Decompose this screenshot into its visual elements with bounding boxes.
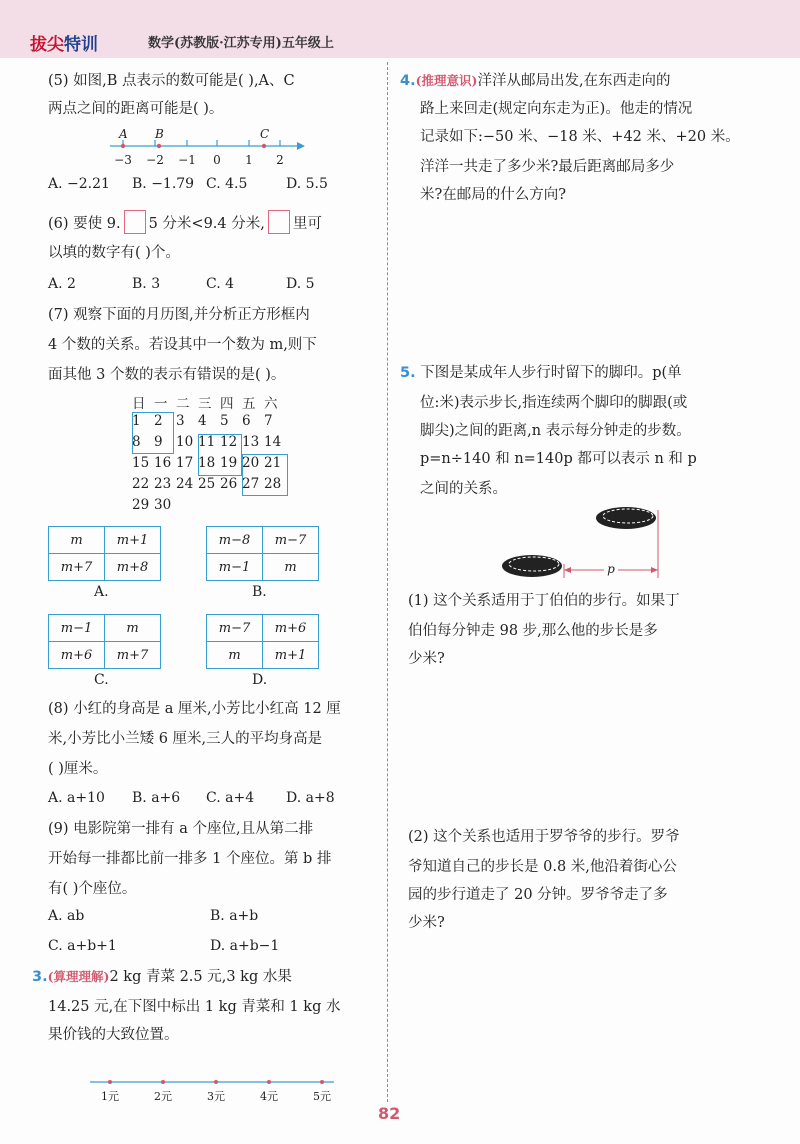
price-tick: 5元 xyxy=(313,1090,331,1103)
q9-text-3: 有( )个座位。 xyxy=(48,881,137,897)
footprint-icon xyxy=(502,555,562,577)
calendar-day: 21 xyxy=(264,455,282,471)
s1-text-2: 伯伯每分钟走 98 步,那么他的步长是多 xyxy=(408,623,658,639)
calendar-day: 5 xyxy=(220,413,229,429)
calendar-head: 五 xyxy=(242,396,256,412)
calendar-day: 10 xyxy=(176,434,194,450)
calendar-day: 24 xyxy=(176,476,194,492)
s2-text-4: 少米? xyxy=(408,915,445,931)
q8-option-c[interactable]: C. a+4 xyxy=(206,790,255,806)
calendar-day: 1 xyxy=(132,413,141,429)
q8-text-1: (8) 小红的身高是 a 厘米,小芳比小红高 12 厘 xyxy=(48,701,341,717)
tick-label: 2 xyxy=(276,153,284,167)
calendar-day: 9 xyxy=(154,434,163,450)
calendar-day: 2 xyxy=(154,413,163,429)
calendar-day: 17 xyxy=(176,455,194,471)
q5-number-line xyxy=(105,126,305,170)
calendar-day: 11 xyxy=(198,434,216,450)
q9-option-d[interactable]: D. a+b−1 xyxy=(210,938,280,954)
q9-option-a[interactable]: A. ab xyxy=(48,908,85,924)
calendar-day: 22 xyxy=(132,476,150,492)
calendar-day: 16 xyxy=(154,455,172,471)
calendar-day: 14 xyxy=(264,434,282,450)
q3-tag: (算理理解) xyxy=(47,969,110,984)
q5-text-1: (5) 如图,B 点表示的数可能是( ),A、C xyxy=(48,73,295,89)
q5r-text-4: p=n÷140 和 n=140p 都可以表示 n 和 p xyxy=(420,451,697,467)
q3-number: 3. xyxy=(32,969,48,985)
column-divider xyxy=(387,62,388,1102)
series-logo: 拔尖特训 xyxy=(30,35,98,55)
price-tick: 1元 xyxy=(101,1090,119,1103)
calendar-head: 四 xyxy=(220,396,234,412)
calendar-day: 19 xyxy=(220,455,238,471)
q9-text-1: (9) 电影院第一排有 a 个座位,且从第二排 xyxy=(48,821,314,837)
option-label-b: B. xyxy=(252,584,267,600)
q8-text-2: 米,小芳比小兰矮 6 厘米,三人的平均身高是 xyxy=(48,731,323,747)
q8-option-a[interactable]: A. a+10 xyxy=(48,790,105,806)
q4-tag: (推理意识) xyxy=(415,73,478,88)
q5r-text-2: 位:米)表示步长,指连续两个脚印的脚跟(或 xyxy=(420,395,688,411)
q5-option-c[interactable]: C. 4.5 xyxy=(206,176,248,192)
q4-number: 4. xyxy=(400,73,416,89)
q9-text-2: 开始每一排都比前一排多 1 个座位。第 b 排 xyxy=(48,851,332,867)
calendar-day: 4 xyxy=(198,413,207,429)
q4-text-1: 4.(推理意识)洋洋从邮局出发,在东西走向的 xyxy=(400,73,671,89)
q6-option-b[interactable]: B. 3 xyxy=(132,276,161,292)
q5-option-d[interactable]: D. 5.5 xyxy=(286,176,328,192)
q3-text-3: 果价钱的大致位置。 xyxy=(48,1027,179,1043)
footprint-diagram xyxy=(496,500,676,584)
q6-option-c[interactable]: C. 4 xyxy=(206,276,235,292)
q5r-text-3: 脚尖)之间的距离,n 表示每分钟走的步数。 xyxy=(420,423,691,439)
q5-text-2: 两点之间的距离可能是( )。 xyxy=(48,101,224,117)
calendar-day: 23 xyxy=(154,476,172,492)
tick-label: −2 xyxy=(146,153,164,167)
s2-text-2: 爷知道自己的步长是 0.8 米,他沿着街心公 xyxy=(408,859,677,875)
q8-text-3: ( )厘米。 xyxy=(48,761,108,777)
q7-text-2: 4 个数的关系。若设其中一个数为 m,则下 xyxy=(48,337,317,353)
tick-label: 1 xyxy=(245,153,253,167)
option-label-d: D. xyxy=(252,672,268,688)
step-length-label: p xyxy=(607,562,615,576)
q9-option-c[interactable]: C. a+b+1 xyxy=(48,938,117,954)
calendar-day: 28 xyxy=(264,476,282,492)
page-header xyxy=(0,0,800,58)
calendar-head: 二 xyxy=(176,396,190,412)
footprint-icon xyxy=(596,507,656,529)
answer-box[interactable] xyxy=(124,210,146,234)
calendar-head: 三 xyxy=(198,396,212,412)
option-label-c: C. xyxy=(94,672,109,688)
q9-option-b[interactable]: B. a+b xyxy=(210,908,259,924)
answer-box[interactable] xyxy=(268,210,290,234)
q5-option-a[interactable]: A. −2.21 xyxy=(48,176,110,192)
calendar-head: 六 xyxy=(264,396,278,412)
calendar-day: 29 xyxy=(132,497,150,513)
page-number: 82 xyxy=(378,1104,401,1123)
calendar-head: 日 xyxy=(132,396,146,412)
point-a-label: A xyxy=(119,127,128,141)
option-table-a[interactable]: m m+1 m+7 m+8 xyxy=(48,526,161,581)
option-table-d[interactable]: m−7 m+6 m m+1 xyxy=(206,614,319,669)
calendar-day: 25 xyxy=(198,476,216,492)
q6-text-1: (6) 要使 9. 5 分米<9.4 分米, 里可 xyxy=(48,210,322,235)
q6-text-2: 以填的数字有( )个。 xyxy=(48,245,180,261)
q4-text-5: 米?在邮局的什么方向? xyxy=(420,187,567,203)
calendar-day: 7 xyxy=(264,413,273,429)
q7-text-1: (7) 观察下面的月历图,并分析正方形框内 xyxy=(48,307,310,323)
calendar-day: 13 xyxy=(242,434,260,450)
q6-option-d[interactable]: D. 5 xyxy=(286,276,315,292)
calendar-day: 12 xyxy=(220,434,238,450)
price-tick: 4元 xyxy=(260,1090,278,1103)
point-c-label: C xyxy=(260,127,270,141)
option-table-b[interactable]: m−8 m−7 m−1 m xyxy=(206,526,319,581)
q7-text-3: 面其他 3 个数的表示有错误的是( )。 xyxy=(48,367,286,383)
point-a-dot xyxy=(121,144,125,148)
s2-text-1: (2) 这个关系也适用于罗爷爷的步行。罗爷 xyxy=(408,829,680,845)
q4-text-2: 路上来回走(规定向东走为正)。他走的情况 xyxy=(420,101,693,117)
calendar-day: 30 xyxy=(154,497,172,513)
q3-text-2: 14.25 元,在下图中标出 1 kg 青菜和 1 kg 水 xyxy=(48,999,341,1015)
calendar-day: 8 xyxy=(132,434,141,450)
point-c-dot xyxy=(262,144,266,148)
book-title: 数学(苏教版·江苏专用)五年级上 xyxy=(148,36,334,51)
calendar-day: 3 xyxy=(176,413,185,429)
s1-text-3: 少米? xyxy=(408,651,445,667)
s2-text-3: 园的步行道走了 20 分钟。罗爷爷走了多 xyxy=(408,887,668,903)
calendar-day: 26 xyxy=(220,476,238,492)
q6-option-a[interactable]: A. 2 xyxy=(48,276,76,292)
option-table-c[interactable]: m−1 m m+6 m+7 xyxy=(48,614,161,669)
calendar-head: 一 xyxy=(154,396,168,412)
calendar-day: 6 xyxy=(242,413,251,429)
q5r-text-5: 之间的关系。 xyxy=(420,481,507,497)
tick-label: −3 xyxy=(114,153,132,167)
point-b-dot xyxy=(157,144,161,148)
q4-text-4: 洋洋一共走了多少米?最后距离邮局多少 xyxy=(420,159,675,175)
q5r-number: 5. xyxy=(400,365,416,381)
calendar xyxy=(132,392,292,522)
q8-option-d[interactable]: D. a+8 xyxy=(286,790,335,806)
calendar-day: 20 xyxy=(242,455,260,471)
q3-text-1: 3.(算理理解)2 kg 青菜 2.5 元,3 kg 水果 xyxy=(32,969,292,985)
calendar-day: 18 xyxy=(198,455,216,471)
calendar-day: 27 xyxy=(242,476,260,492)
q5-option-b[interactable]: B. −1.79 xyxy=(132,176,195,192)
tick-label: 0 xyxy=(213,153,221,167)
price-tick: 2元 xyxy=(154,1090,172,1103)
option-label-a: A. xyxy=(94,584,109,600)
q5r-text-1: 5. 下图是某成年人步行时留下的脚印。p(单 xyxy=(400,365,682,381)
calendar-day: 15 xyxy=(132,455,150,471)
s1-text-1: (1) 这个关系适用于丁伯伯的步行。如果丁 xyxy=(408,593,680,609)
q4-text-3: 记录如下:−50 米、−18 米、+42 米、+20 米。 xyxy=(420,129,740,145)
tick-label: −1 xyxy=(178,153,196,167)
q8-option-b[interactable]: B. a+6 xyxy=(132,790,181,806)
point-b-label: B xyxy=(155,127,164,141)
q3-price-line[interactable] xyxy=(88,1076,338,1106)
price-tick: 3元 xyxy=(207,1090,225,1103)
